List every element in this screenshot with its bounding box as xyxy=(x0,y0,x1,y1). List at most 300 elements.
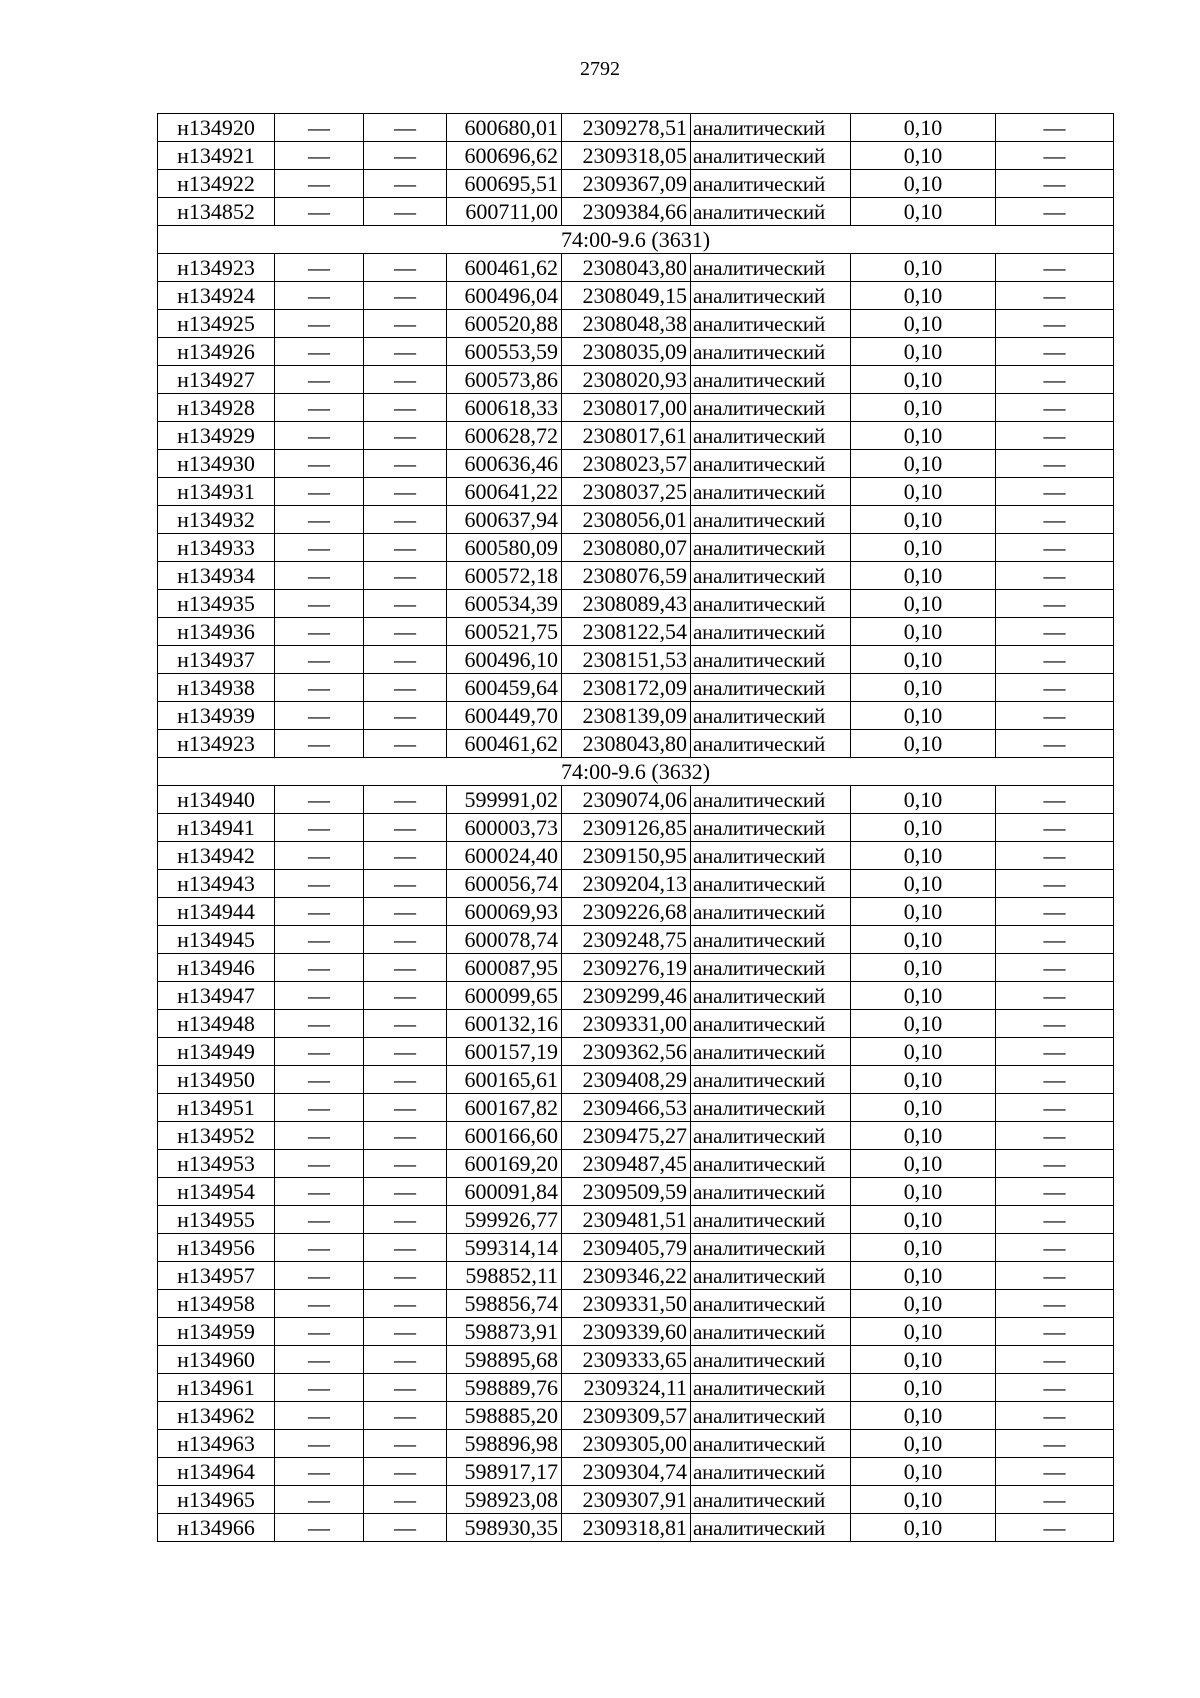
x-coordinate-cell: 600461,62 xyxy=(447,730,562,758)
point-number-cell: н134962 xyxy=(158,1402,275,1430)
dash-cell: — xyxy=(275,1374,364,1402)
note-cell: — xyxy=(996,954,1114,982)
method-cell: аналитический xyxy=(691,702,851,730)
dash-cell: — xyxy=(275,1010,364,1038)
method-cell: аналитический xyxy=(691,1402,851,1430)
table-row xyxy=(158,786,1114,814)
dash-cell: — xyxy=(364,1290,447,1318)
y-coordinate-cell: 2309509,59 xyxy=(562,1178,691,1206)
x-coordinate-cell: 600069,93 xyxy=(447,898,562,926)
table-row xyxy=(158,422,1114,450)
dash-cell: — xyxy=(275,1122,364,1150)
y-coordinate-cell: 2309318,81 xyxy=(562,1514,691,1542)
x-coordinate-cell: 600169,20 xyxy=(447,1150,562,1178)
table-row xyxy=(158,1514,1114,1542)
table-row xyxy=(158,562,1114,590)
method-cell: аналитический xyxy=(691,618,851,646)
point-number-cell: н134927 xyxy=(158,366,275,394)
method-cell: аналитический xyxy=(691,1094,851,1122)
accuracy-cell: 0,10 xyxy=(851,1038,996,1066)
method-cell: аналитический xyxy=(691,1178,851,1206)
dash-cell: — xyxy=(275,674,364,702)
note-cell: — xyxy=(996,394,1114,422)
y-coordinate-cell: 2308020,93 xyxy=(562,366,691,394)
note-cell: — xyxy=(996,478,1114,506)
table-row xyxy=(158,1010,1114,1038)
x-coordinate-cell: 600680,01 xyxy=(447,114,562,142)
x-coordinate-cell: 599991,02 xyxy=(447,786,562,814)
accuracy-cell: 0,10 xyxy=(851,1206,996,1234)
method-cell: аналитический xyxy=(691,590,851,618)
table-row xyxy=(158,870,1114,898)
method-cell: аналитический xyxy=(691,870,851,898)
dash-cell: — xyxy=(275,366,364,394)
dash-cell: — xyxy=(364,282,447,310)
dash-cell: — xyxy=(364,814,447,842)
dash-cell: — xyxy=(275,618,364,646)
point-number-cell: н134928 xyxy=(158,394,275,422)
method-cell: аналитический xyxy=(691,1206,851,1234)
method-cell: аналитический xyxy=(691,366,851,394)
point-number-cell: н134930 xyxy=(158,450,275,478)
y-coordinate-cell: 2309204,13 xyxy=(562,870,691,898)
point-number-cell: н134946 xyxy=(158,954,275,982)
accuracy-cell: 0,10 xyxy=(851,562,996,590)
accuracy-cell: 0,10 xyxy=(851,198,996,226)
y-coordinate-cell: 2309339,60 xyxy=(562,1318,691,1346)
dash-cell: — xyxy=(275,1514,364,1542)
note-cell: — xyxy=(996,898,1114,926)
table-row xyxy=(158,1402,1114,1430)
note-cell: — xyxy=(996,506,1114,534)
dash-cell: — xyxy=(275,786,364,814)
table-row xyxy=(158,898,1114,926)
x-coordinate-cell: 600641,22 xyxy=(447,478,562,506)
accuracy-cell: 0,10 xyxy=(851,590,996,618)
point-number-cell: н134940 xyxy=(158,786,275,814)
table-row xyxy=(158,1150,1114,1178)
table-row xyxy=(158,730,1114,758)
x-coordinate-cell: 600449,70 xyxy=(447,702,562,730)
table-row xyxy=(158,1066,1114,1094)
note-cell: — xyxy=(996,1010,1114,1038)
method-cell: аналитический xyxy=(691,1290,851,1318)
note-cell: — xyxy=(996,534,1114,562)
accuracy-cell: 0,10 xyxy=(851,982,996,1010)
table-row xyxy=(158,1318,1114,1346)
accuracy-cell: 0,10 xyxy=(851,478,996,506)
dash-cell: — xyxy=(364,478,447,506)
note-cell: — xyxy=(996,366,1114,394)
y-coordinate-cell: 2308023,57 xyxy=(562,450,691,478)
dash-cell: — xyxy=(364,1430,447,1458)
accuracy-cell: 0,10 xyxy=(851,1458,996,1486)
dash-cell: — xyxy=(364,198,447,226)
dash-cell: — xyxy=(275,562,364,590)
table-row xyxy=(158,254,1114,282)
accuracy-cell: 0,10 xyxy=(851,394,996,422)
x-coordinate-cell: 600628,72 xyxy=(447,422,562,450)
x-coordinate-cell: 598896,98 xyxy=(447,1430,562,1458)
note-cell: — xyxy=(996,702,1114,730)
x-coordinate-cell: 600157,19 xyxy=(447,1038,562,1066)
dash-cell: — xyxy=(275,450,364,478)
table-row xyxy=(158,198,1114,226)
x-coordinate-cell: 600696,62 xyxy=(447,142,562,170)
point-number-cell: н134922 xyxy=(158,170,275,198)
y-coordinate-cell: 2309248,75 xyxy=(562,926,691,954)
accuracy-cell: 0,10 xyxy=(851,954,996,982)
y-coordinate-cell: 2308037,25 xyxy=(562,478,691,506)
y-coordinate-cell: 2309331,50 xyxy=(562,1290,691,1318)
table-row xyxy=(158,1346,1114,1374)
y-coordinate-cell: 2309475,27 xyxy=(562,1122,691,1150)
accuracy-cell: 0,10 xyxy=(851,1346,996,1374)
method-cell: аналитический xyxy=(691,786,851,814)
dash-cell: — xyxy=(364,1010,447,1038)
note-cell: — xyxy=(996,590,1114,618)
point-number-cell: н134949 xyxy=(158,1038,275,1066)
note-cell: — xyxy=(996,422,1114,450)
x-coordinate-cell: 600461,62 xyxy=(447,254,562,282)
dash-cell: — xyxy=(364,1094,447,1122)
note-cell: — xyxy=(996,1122,1114,1150)
dash-cell: — xyxy=(275,338,364,366)
dash-cell: — xyxy=(364,1150,447,1178)
point-number-cell: н134959 xyxy=(158,1318,275,1346)
note-cell: — xyxy=(996,1514,1114,1542)
note-cell: — xyxy=(996,1346,1114,1374)
method-cell: аналитический xyxy=(691,450,851,478)
method-cell: аналитический xyxy=(691,562,851,590)
accuracy-cell: 0,10 xyxy=(851,114,996,142)
accuracy-cell: 0,10 xyxy=(851,786,996,814)
point-number-cell: н134950 xyxy=(158,1066,275,1094)
method-cell: аналитический xyxy=(691,1066,851,1094)
point-number-cell: н134965 xyxy=(158,1486,275,1514)
dash-cell: — xyxy=(364,1066,447,1094)
accuracy-cell: 0,10 xyxy=(851,842,996,870)
x-coordinate-cell: 600573,86 xyxy=(447,366,562,394)
note-cell: — xyxy=(996,1038,1114,1066)
dash-cell: — xyxy=(275,114,364,142)
dash-cell: — xyxy=(275,1150,364,1178)
accuracy-cell: 0,10 xyxy=(851,310,996,338)
section-title: 74:00-9.6 (3632) xyxy=(158,758,1114,786)
y-coordinate-cell: 2308056,01 xyxy=(562,506,691,534)
y-coordinate-cell: 2308043,80 xyxy=(562,254,691,282)
dash-cell: — xyxy=(275,422,364,450)
table-row xyxy=(158,170,1114,198)
table-row xyxy=(158,1262,1114,1290)
point-number-cell: н134936 xyxy=(158,618,275,646)
x-coordinate-cell: 600003,73 xyxy=(447,814,562,842)
note-cell: — xyxy=(996,786,1114,814)
dash-cell: — xyxy=(275,870,364,898)
x-coordinate-cell: 600496,10 xyxy=(447,646,562,674)
point-number-cell: н134954 xyxy=(158,1178,275,1206)
point-number-cell: н134952 xyxy=(158,1122,275,1150)
x-coordinate-cell: 600056,74 xyxy=(447,870,562,898)
note-cell: — xyxy=(996,282,1114,310)
dash-cell: — xyxy=(275,1178,364,1206)
dash-cell: — xyxy=(275,1234,364,1262)
dash-cell: — xyxy=(364,114,447,142)
dash-cell: — xyxy=(364,1486,447,1514)
accuracy-cell: 0,10 xyxy=(851,142,996,170)
accuracy-cell: 0,10 xyxy=(851,870,996,898)
accuracy-cell: 0,10 xyxy=(851,1374,996,1402)
table-row xyxy=(158,1234,1114,1262)
note-cell: — xyxy=(996,1486,1114,1514)
dash-cell: — xyxy=(364,1402,447,1430)
x-coordinate-cell: 600165,61 xyxy=(447,1066,562,1094)
method-cell: аналитический xyxy=(691,1486,851,1514)
dash-cell: — xyxy=(364,394,447,422)
note-cell: — xyxy=(996,254,1114,282)
point-number-cell: н134945 xyxy=(158,926,275,954)
note-cell: — xyxy=(996,450,1114,478)
x-coordinate-cell: 598930,35 xyxy=(447,1514,562,1542)
x-coordinate-cell: 599926,77 xyxy=(447,1206,562,1234)
dash-cell: — xyxy=(364,1122,447,1150)
point-number-cell: н134926 xyxy=(158,338,275,366)
table-row xyxy=(158,366,1114,394)
section-title: 74:00-9.6 (3631) xyxy=(158,226,1114,254)
dash-cell: — xyxy=(275,1206,364,1234)
table-row xyxy=(158,590,1114,618)
note-cell: — xyxy=(996,1458,1114,1486)
y-coordinate-cell: 2308172,09 xyxy=(562,674,691,702)
method-cell: аналитический xyxy=(691,1010,851,1038)
dash-cell: — xyxy=(275,590,364,618)
dash-cell: — xyxy=(364,1262,447,1290)
point-number-cell: н134943 xyxy=(158,870,275,898)
dash-cell: — xyxy=(275,310,364,338)
table-row xyxy=(158,450,1114,478)
point-number-cell: н134966 xyxy=(158,1514,275,1542)
y-coordinate-cell: 2309331,00 xyxy=(562,1010,691,1038)
note-cell: — xyxy=(996,1234,1114,1262)
dash-cell: — xyxy=(275,1402,364,1430)
method-cell: аналитический xyxy=(691,1374,851,1402)
dash-cell: — xyxy=(364,1374,447,1402)
dash-cell: — xyxy=(364,618,447,646)
note-cell: — xyxy=(996,814,1114,842)
note-cell: — xyxy=(996,1374,1114,1402)
dash-cell: — xyxy=(364,562,447,590)
note-cell: — xyxy=(996,1150,1114,1178)
point-number-cell: н134932 xyxy=(158,506,275,534)
dash-cell: — xyxy=(364,422,447,450)
accuracy-cell: 0,10 xyxy=(851,814,996,842)
point-number-cell: н134957 xyxy=(158,1262,275,1290)
y-coordinate-cell: 2309466,53 xyxy=(562,1094,691,1122)
x-coordinate-cell: 600087,95 xyxy=(447,954,562,982)
note-cell: — xyxy=(996,646,1114,674)
accuracy-cell: 0,10 xyxy=(851,1094,996,1122)
method-cell: аналитический xyxy=(691,1430,851,1458)
note-cell: — xyxy=(996,1290,1114,1318)
y-coordinate-cell: 2309150,95 xyxy=(562,842,691,870)
table-row xyxy=(158,926,1114,954)
point-number-cell: н134931 xyxy=(158,478,275,506)
table-row xyxy=(158,1038,1114,1066)
dash-cell: — xyxy=(275,814,364,842)
accuracy-cell: 0,10 xyxy=(851,730,996,758)
dash-cell: — xyxy=(275,730,364,758)
accuracy-cell: 0,10 xyxy=(851,1290,996,1318)
y-coordinate-cell: 2309487,45 xyxy=(562,1150,691,1178)
coordinates-table-body xyxy=(158,114,1114,1542)
accuracy-cell: 0,10 xyxy=(851,366,996,394)
dash-cell: — xyxy=(275,702,364,730)
accuracy-cell: 0,10 xyxy=(851,1010,996,1038)
x-coordinate-cell: 598856,74 xyxy=(447,1290,562,1318)
x-coordinate-cell: 600459,64 xyxy=(447,674,562,702)
accuracy-cell: 0,10 xyxy=(851,1234,996,1262)
note-cell: — xyxy=(996,198,1114,226)
dash-cell: — xyxy=(275,1262,364,1290)
point-number-cell: н134929 xyxy=(158,422,275,450)
dash-cell: — xyxy=(275,198,364,226)
accuracy-cell: 0,10 xyxy=(851,170,996,198)
method-cell: аналитический xyxy=(691,1122,851,1150)
accuracy-cell: 0,10 xyxy=(851,422,996,450)
accuracy-cell: 0,10 xyxy=(851,1318,996,1346)
table-row xyxy=(158,814,1114,842)
method-cell: аналитический xyxy=(691,814,851,842)
method-cell: аналитический xyxy=(691,646,851,674)
note-cell: — xyxy=(996,1206,1114,1234)
y-coordinate-cell: 2309278,51 xyxy=(562,114,691,142)
y-coordinate-cell: 2308122,54 xyxy=(562,618,691,646)
x-coordinate-cell: 600637,94 xyxy=(447,506,562,534)
x-coordinate-cell: 598852,11 xyxy=(447,1262,562,1290)
x-coordinate-cell: 600496,04 xyxy=(447,282,562,310)
method-cell: аналитический xyxy=(691,982,851,1010)
x-coordinate-cell: 598895,68 xyxy=(447,1346,562,1374)
dash-cell: — xyxy=(364,926,447,954)
method-cell: аналитический xyxy=(691,730,851,758)
y-coordinate-cell: 2309405,79 xyxy=(562,1234,691,1262)
table-row xyxy=(158,954,1114,982)
table-row xyxy=(158,282,1114,310)
note-cell: — xyxy=(996,674,1114,702)
x-coordinate-cell: 600553,59 xyxy=(447,338,562,366)
x-coordinate-cell: 600580,09 xyxy=(447,534,562,562)
y-coordinate-cell: 2309126,85 xyxy=(562,814,691,842)
dash-cell: — xyxy=(364,954,447,982)
dash-cell: — xyxy=(275,898,364,926)
x-coordinate-cell: 598923,08 xyxy=(447,1486,562,1514)
dash-cell: — xyxy=(364,1458,447,1486)
point-number-cell: н134964 xyxy=(158,1458,275,1486)
point-number-cell: н134925 xyxy=(158,310,275,338)
y-coordinate-cell: 2309367,09 xyxy=(562,170,691,198)
x-coordinate-cell: 600078,74 xyxy=(447,926,562,954)
note-cell: — xyxy=(996,562,1114,590)
point-number-cell: н134921 xyxy=(158,142,275,170)
point-number-cell: н134955 xyxy=(158,1206,275,1234)
method-cell: аналитический xyxy=(691,898,851,926)
method-cell: аналитический xyxy=(691,310,851,338)
y-coordinate-cell: 2309408,29 xyxy=(562,1066,691,1094)
table-row xyxy=(158,1122,1114,1150)
point-number-cell: н134956 xyxy=(158,1234,275,1262)
dash-cell: — xyxy=(275,842,364,870)
y-coordinate-cell: 2309276,19 xyxy=(562,954,691,982)
table-row xyxy=(158,702,1114,730)
accuracy-cell: 0,10 xyxy=(851,338,996,366)
y-coordinate-cell: 2308017,00 xyxy=(562,394,691,422)
table-row xyxy=(158,394,1114,422)
accuracy-cell: 0,10 xyxy=(851,1486,996,1514)
point-number-cell: н134938 xyxy=(158,674,275,702)
accuracy-cell: 0,10 xyxy=(851,450,996,478)
point-number-cell: н134958 xyxy=(158,1290,275,1318)
y-coordinate-cell: 2309226,68 xyxy=(562,898,691,926)
dash-cell: — xyxy=(364,1234,447,1262)
accuracy-cell: 0,10 xyxy=(851,1066,996,1094)
accuracy-cell: 0,10 xyxy=(851,702,996,730)
x-coordinate-cell: 599314,14 xyxy=(447,1234,562,1262)
y-coordinate-cell: 2308017,61 xyxy=(562,422,691,450)
point-number-cell: н134923 xyxy=(158,254,275,282)
dash-cell: — xyxy=(364,842,447,870)
accuracy-cell: 0,10 xyxy=(851,646,996,674)
dash-cell: — xyxy=(275,170,364,198)
x-coordinate-cell: 600166,60 xyxy=(447,1122,562,1150)
point-number-cell: н134923 xyxy=(158,730,275,758)
dash-cell: — xyxy=(275,1458,364,1486)
table-row xyxy=(158,1094,1114,1122)
y-coordinate-cell: 2308043,80 xyxy=(562,730,691,758)
x-coordinate-cell: 600695,51 xyxy=(447,170,562,198)
accuracy-cell: 0,10 xyxy=(851,282,996,310)
dash-cell: — xyxy=(275,1290,364,1318)
x-coordinate-cell: 600167,82 xyxy=(447,1094,562,1122)
section-row xyxy=(158,758,1114,786)
table-row xyxy=(158,1374,1114,1402)
y-coordinate-cell: 2309307,91 xyxy=(562,1486,691,1514)
accuracy-cell: 0,10 xyxy=(851,898,996,926)
dash-cell: — xyxy=(364,590,447,618)
y-coordinate-cell: 2308076,59 xyxy=(562,562,691,590)
dash-cell: — xyxy=(364,702,447,730)
y-coordinate-cell: 2309333,65 xyxy=(562,1346,691,1374)
accuracy-cell: 0,10 xyxy=(851,1150,996,1178)
method-cell: аналитический xyxy=(691,170,851,198)
note-cell: — xyxy=(996,730,1114,758)
method-cell: аналитический xyxy=(691,478,851,506)
accuracy-cell: 0,10 xyxy=(851,254,996,282)
method-cell: аналитический xyxy=(691,1234,851,1262)
table-row xyxy=(158,1486,1114,1514)
note-cell: — xyxy=(996,926,1114,954)
note-cell: — xyxy=(996,170,1114,198)
dash-cell: — xyxy=(364,1038,447,1066)
table-row xyxy=(158,646,1114,674)
point-number-cell: н134920 xyxy=(158,114,275,142)
dash-cell: — xyxy=(275,254,364,282)
method-cell: аналитический xyxy=(691,282,851,310)
dash-cell: — xyxy=(275,926,364,954)
accuracy-cell: 0,10 xyxy=(851,1514,996,1542)
method-cell: аналитический xyxy=(691,842,851,870)
table-row xyxy=(158,1178,1114,1206)
method-cell: аналитический xyxy=(691,254,851,282)
